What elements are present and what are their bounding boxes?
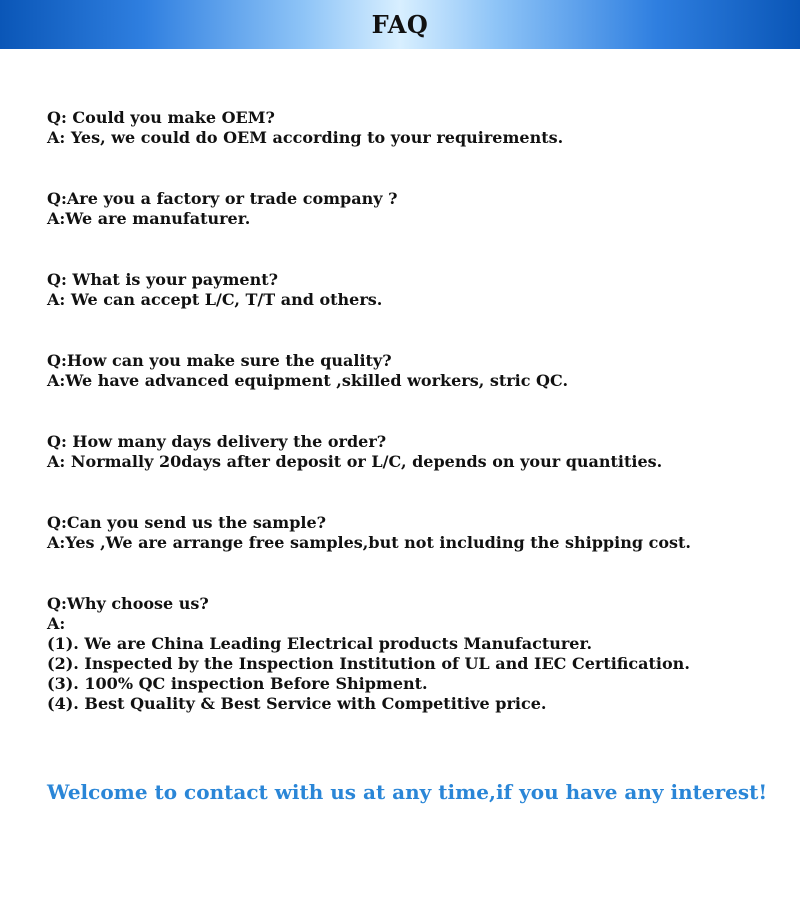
faq-answer: A:We have advanced equipment ,skilled workers, stric QC. xyxy=(47,371,569,390)
page-title: FAQ xyxy=(371,9,429,39)
faq-header-bar xyxy=(0,0,800,49)
faq-item-why-choose-us xyxy=(47,594,777,714)
reason-3: (3). 100% QC inspection Before Shipment. xyxy=(47,674,428,693)
reason-2: (2). Inspected by the Inspection Institution of UL and IEC Certification. xyxy=(47,654,690,673)
faq-question: Q: Could you make OEM? xyxy=(47,108,275,127)
faq-answer: A: Yes, we could do OEM according to your requirements. xyxy=(47,128,564,147)
faq-item-oem xyxy=(47,108,777,148)
faq-list xyxy=(47,108,777,755)
faq-question: Q: What is your payment? xyxy=(47,270,278,289)
faq-question: Q:Why choose us? xyxy=(47,594,209,613)
faq-question: Q:How can you make sure the quality? xyxy=(47,351,392,370)
faq-answer: A: xyxy=(47,614,66,633)
faq-item-factory xyxy=(47,189,777,229)
faq-answer: A:Yes ,We are arrange free samples,but not including the shipping cost. xyxy=(47,533,691,552)
faq-item-quality xyxy=(47,351,777,391)
welcome-contact-text: Welcome to contact with us at any time,if you have any interest! xyxy=(47,780,768,804)
faq-question: Q:Can you send us the sample? xyxy=(47,513,327,532)
faq-item-delivery xyxy=(47,432,777,472)
reason-4: (4). Best Quality & Best Service with Competitive price. xyxy=(47,694,547,713)
faq-answer: A: We can accept L/C, T/T and others. xyxy=(47,290,383,309)
faq-answer: A: Normally 20days after deposit or L/C, depends on your quantities. xyxy=(47,452,663,471)
faq-question: Q:Are you a factory or trade company ? xyxy=(47,189,398,208)
faq-question: Q: How many days delivery the order? xyxy=(47,432,387,451)
faq-item-sample xyxy=(47,513,777,553)
faq-answer: A:We are manufaturer. xyxy=(47,209,251,228)
faq-item-payment xyxy=(47,270,777,310)
reason-1: (1). We are China Leading Electrical products Manufacturer. xyxy=(47,634,593,653)
